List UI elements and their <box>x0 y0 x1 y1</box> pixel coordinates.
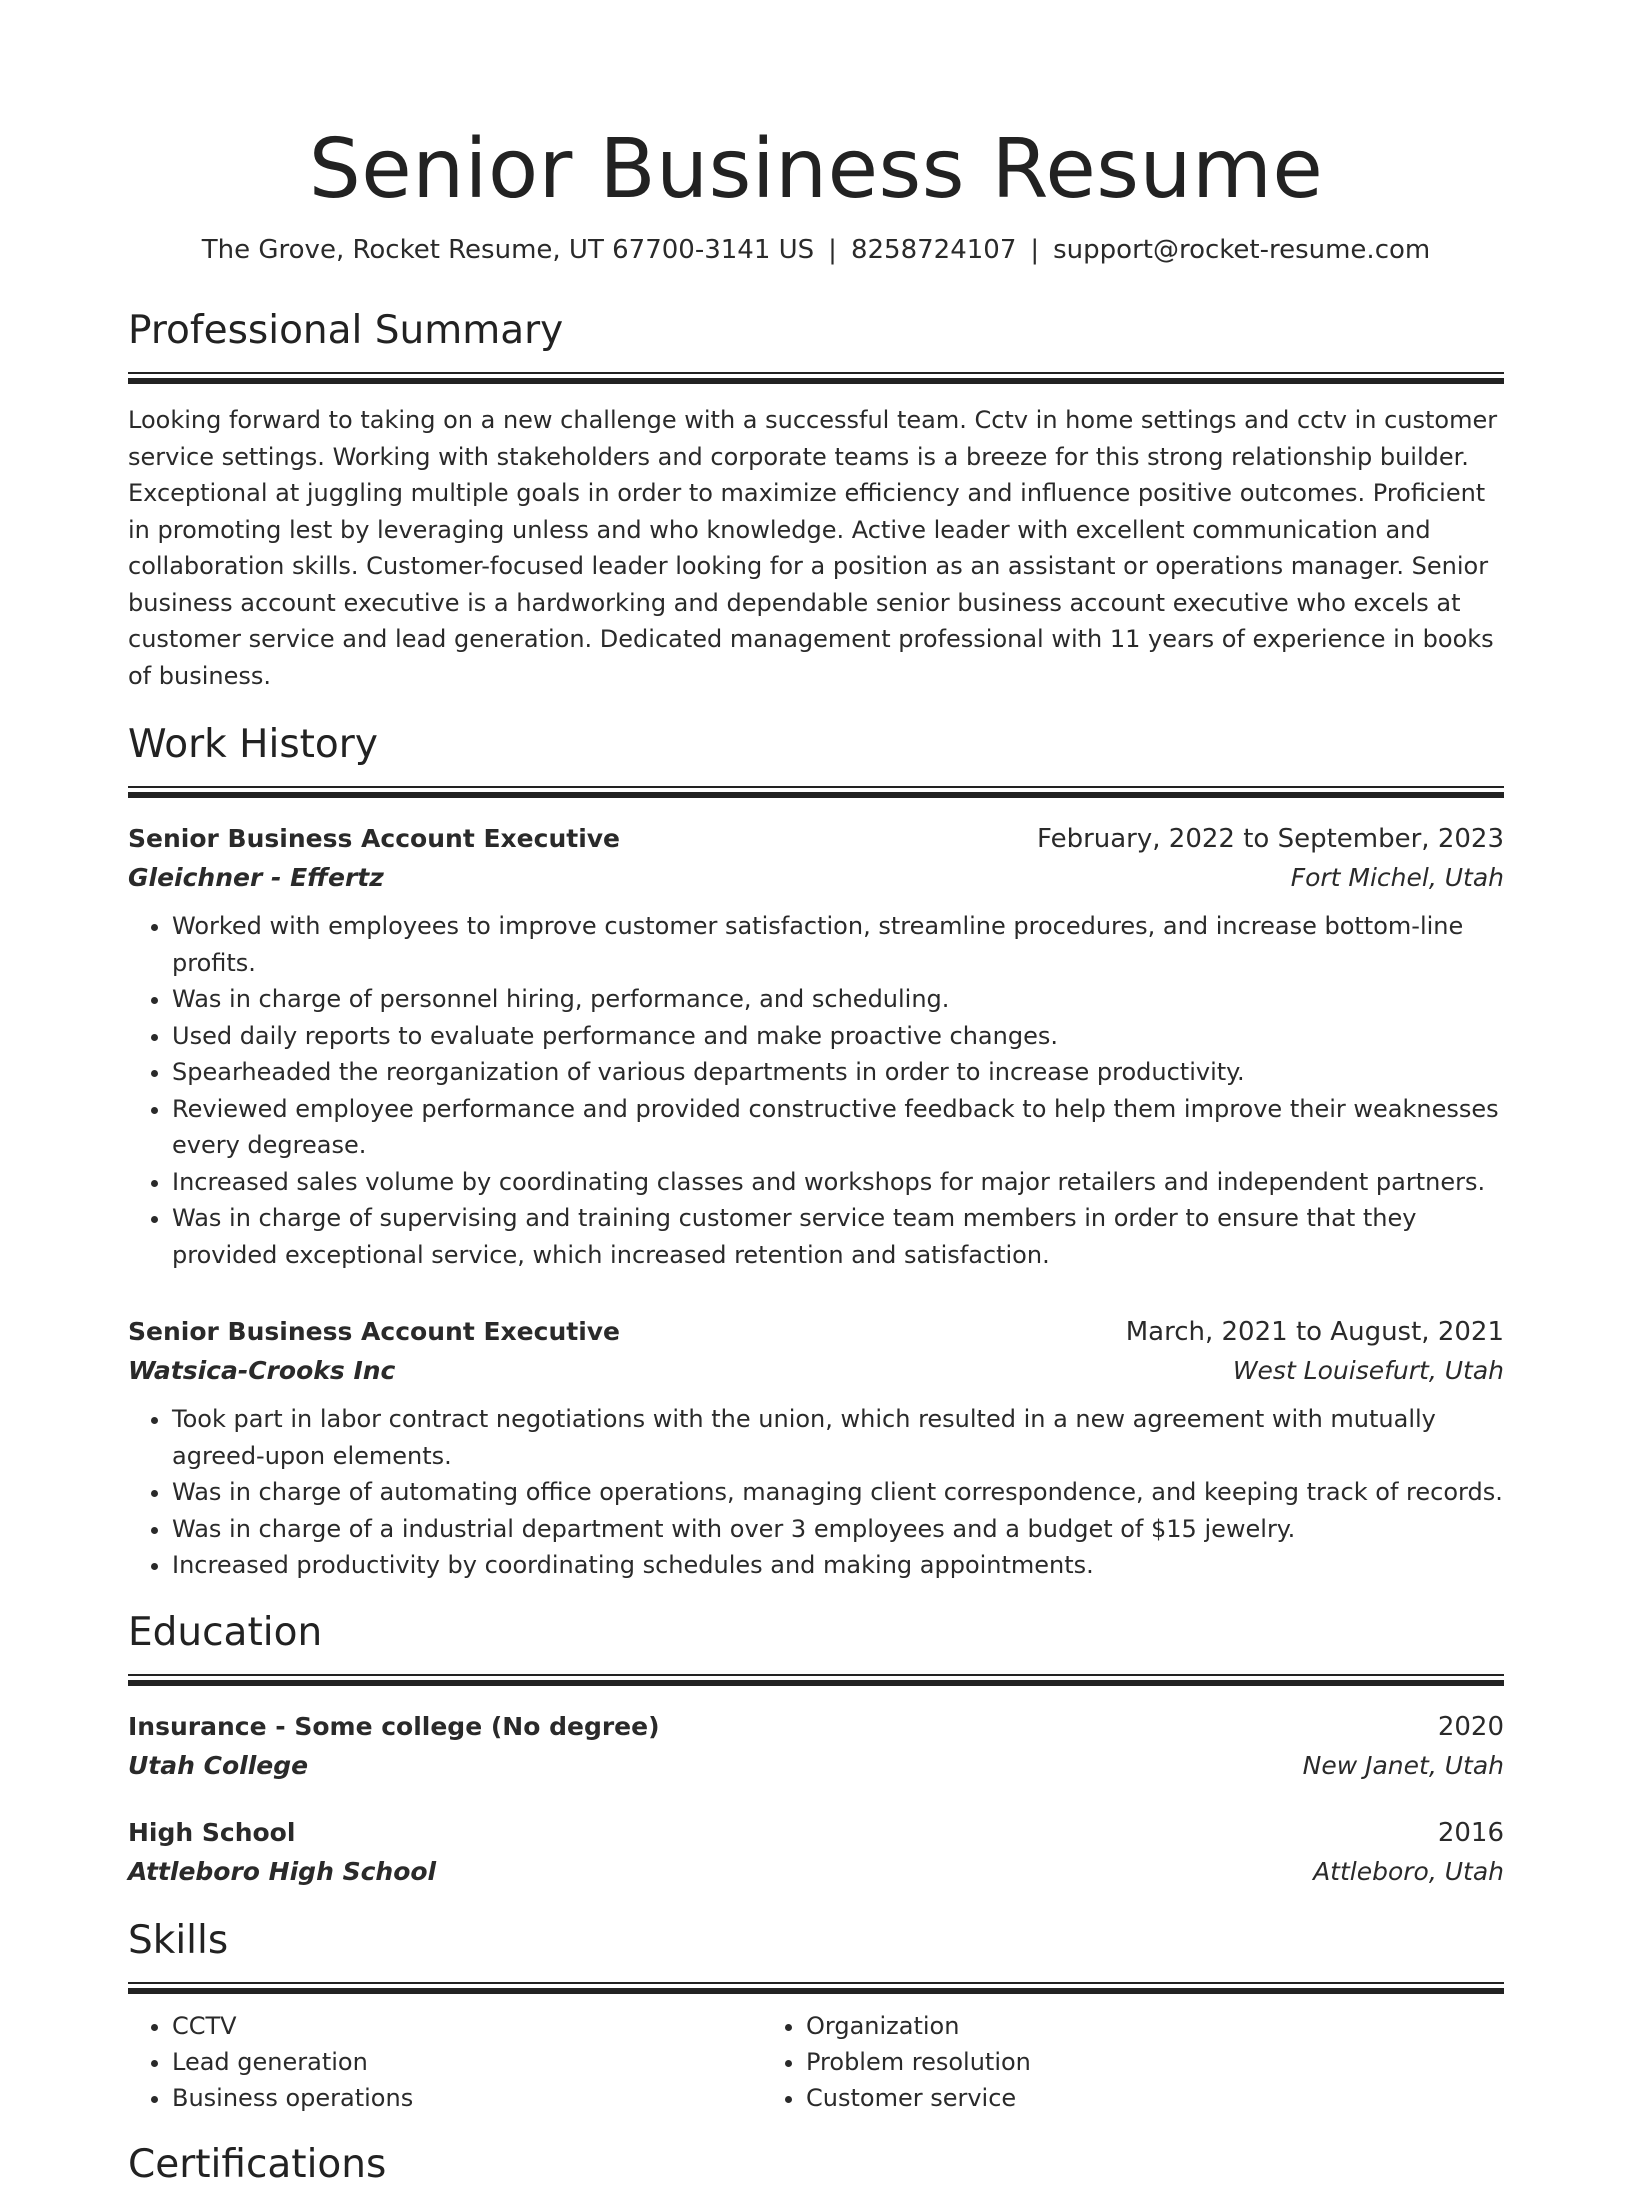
job-bullet: • Was in charge of personnel hiring, performance, and scheduling. <box>172 981 1504 1018</box>
section-title-certifications: Certifications <box>128 2141 387 2187</box>
job-bullet: • Worked with employees to improve customer satisfaction, streamline procedures, and increase bottom-line profits. <box>172 908 1504 981</box>
section-divider <box>128 786 1504 798</box>
job-bullet: • Took part in labor contract negotiations with the union, which resulted in a new agreement with mutually agreed-upon elements. <box>172 1401 1504 1474</box>
resume-name: Senior Business Resume <box>308 122 1324 217</box>
job-bullet: • Was in charge of a industrial department with over 3 employees and a budget of $15 jewelry. <box>172 1511 1504 1548</box>
education-school: Utah College <box>128 1750 309 1780</box>
job-dates: March, 2021 to August, 2021 <box>1125 1317 1504 1347</box>
education-location: Attleboro, Utah <box>1313 1856 1504 1886</box>
education-school-row <box>128 1852 1504 1892</box>
skill-item: • CCTV <box>172 2008 762 2044</box>
section-title-skills: Skills <box>128 1917 229 1963</box>
job-company-row <box>128 858 1504 898</box>
education-school-row <box>128 1746 1504 1786</box>
section-divider <box>128 1674 1504 1686</box>
contact-phone: 8258724107 <box>850 235 1017 265</box>
job-bullet: • Reviewed employee performance and provided constructive feedback to help them improve their weaknesses every degrease. <box>172 1091 1504 1164</box>
skills-list <box>128 2008 1504 2116</box>
job-bullet: • Spearheaded the reorganization of various departments in order to increase productivity. <box>172 1054 1504 1091</box>
job-location: Fort Michel, Utah <box>1290 863 1504 892</box>
skill-item: • Organization <box>806 2008 1396 2044</box>
section-divider <box>128 372 1504 384</box>
job-bullet: • Used daily reports to evaluate performance and make proactive changes. <box>172 1018 1504 1055</box>
skill-item: • Problem resolution <box>806 2044 1396 2080</box>
education-header-row <box>128 1814 1504 1852</box>
education-degree: High School <box>128 1817 296 1847</box>
job-entry <box>128 820 1504 1273</box>
job-bullet: • Was in charge of supervising and training customer service team members in order to ensure that they provided exceptional service, which increased retention and satisfaction. <box>172 1200 1504 1273</box>
education-entry <box>128 1814 1504 1892</box>
contact-line <box>128 234 1504 266</box>
job-company-row <box>128 1351 1504 1391</box>
job-bullet: • Increased sales volume by coordinating classes and workshops for major retailers and independent partners. <box>172 1164 1504 1201</box>
job-company: Gleichner - Effertz <box>128 863 384 892</box>
section-title-summary: Professional Summary <box>128 308 564 353</box>
education-entry <box>128 1708 1504 1786</box>
job-title: Senior Business Account Executive <box>128 1317 621 1346</box>
job-bullet: • Increased productivity by coordinating schedules and making appointments. <box>172 1547 1504 1584</box>
education-location: New Janet, Utah <box>1302 1750 1504 1780</box>
job-header-row <box>128 1313 1504 1351</box>
education-year: 2016 <box>1437 1817 1504 1848</box>
contact-separator: | <box>828 235 837 265</box>
skills-column-left <box>128 2008 762 2116</box>
job-bullet: • Was in charge of automating office operations, managing client correspondence, and keeping track of records. <box>172 1474 1504 1511</box>
education-header-row <box>128 1708 1504 1746</box>
contact-email: support@rocket-resume.com <box>1053 235 1431 265</box>
skills-column-right <box>762 2008 1396 2116</box>
section-divider <box>128 1982 1504 1994</box>
contact-address: The Grove, Rocket Resume, UT 67700-3141 US <box>201 235 815 265</box>
skill-item: • Customer service <box>806 2080 1396 2116</box>
job-entry <box>128 1313 1504 1584</box>
job-location: West Louisefurt, Utah <box>1232 1356 1504 1385</box>
education-degree: Insurance - Some college (No degree) <box>128 1711 660 1741</box>
education-year: 2020 <box>1437 1711 1504 1742</box>
resume-page <box>128 0 1504 2188</box>
skill-item: • Business operations <box>172 2080 762 2116</box>
job-bullets <box>128 908 1504 1273</box>
job-dates: February, 2022 to September, 2023 <box>1037 824 1504 854</box>
job-header-row <box>128 820 1504 858</box>
education-school: Attleboro High School <box>128 1856 437 1886</box>
skill-item: • Lead generation <box>172 2044 762 2080</box>
job-title: Senior Business Account Executive <box>128 824 621 853</box>
job-bullets <box>128 1401 1504 1584</box>
summary-text: Looking forward to taking on a new challenge with a successful team. Cctv in home settings and cctv in customer service settings. Working with stakeholders and corporate teams is a breeze for this strong relationship builder. Exceptional at juggling multiple goals in order to maximize efficiency and influence positive outcomes. Proficient in promoting lest by leveraging unless and who knowledge. Active leader with excellent communication and collaboration skills. Customer-focused leader looking for a position as an assistant or operations manager. Senior business account executive is a hardworking and dependable senior business account executive who excels at customer service and lead generation. Dedicated management professional with 11 years of experience in books of business. <box>128 406 1498 690</box>
contact-separator: | <box>1030 235 1040 265</box>
section-title-work: Work History <box>128 722 378 767</box>
section-title-education: Education <box>128 1609 323 1655</box>
job-company: Watsica-Crooks Inc <box>128 1356 396 1385</box>
